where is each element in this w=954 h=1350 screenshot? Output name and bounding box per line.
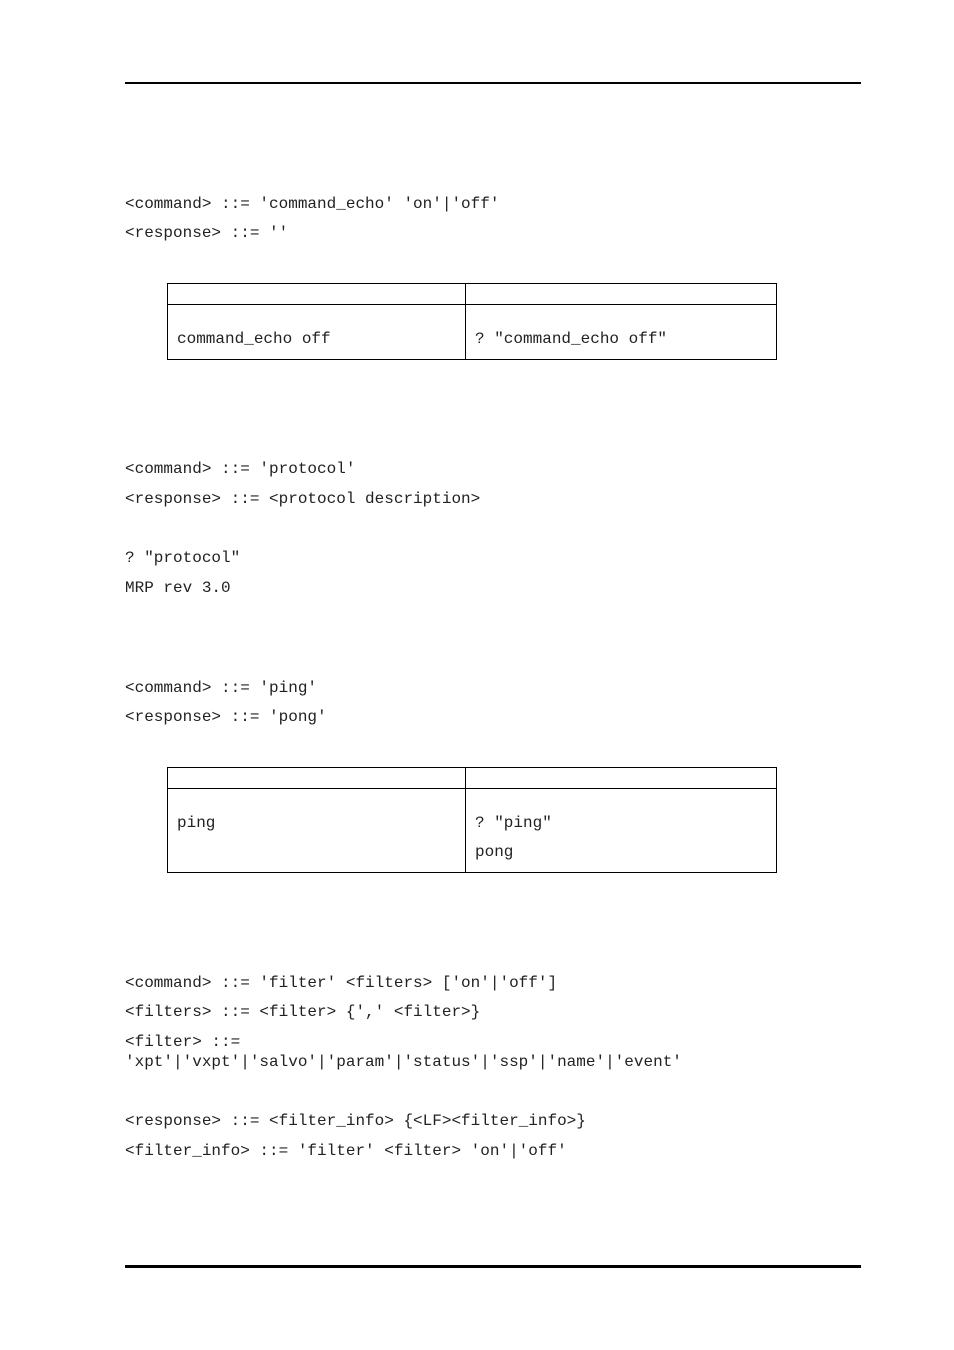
grammar-line: <command> ::= 'ping'	[125, 679, 318, 697]
table-header-cell	[168, 768, 466, 789]
grammar-line: <command> ::= 'filter' <filters> ['on'|'off']	[125, 974, 558, 992]
grammar-line: 'xpt'|'vxpt'|'salvo'|'param'|'status'|'ssp'|'name'|'event'	[125, 1053, 682, 1071]
example-table-command-echo	[167, 283, 777, 360]
grammar-line: <filter_info> ::= 'filter' <filter> 'on'|'off'	[125, 1142, 567, 1160]
table-header-cell	[168, 284, 466, 305]
grammar-line: <filters> ::= <filter> {',' <filter>}	[125, 1003, 481, 1021]
header-rule	[125, 82, 861, 84]
grammar-line: <filter> ::=	[125, 1033, 241, 1051]
example-command-line: command_echo off	[177, 330, 331, 348]
example-response-line: pong	[475, 843, 514, 861]
table-header-cell	[466, 768, 777, 789]
example-response-cell	[466, 789, 777, 873]
example-table-ping	[167, 767, 777, 873]
example-response-line: ? "command_echo off"	[475, 330, 668, 348]
example-line: MRP rev 3.0	[125, 579, 231, 597]
grammar-line: <command> ::= 'command_echo' 'on'|'off'	[125, 195, 500, 213]
example-response-cell	[466, 305, 777, 360]
example-command-cell	[168, 789, 466, 873]
grammar-line: <response> ::= <filter_info> {<LF><filter_info>}	[125, 1112, 586, 1130]
example-line: ? "protocol"	[125, 549, 241, 567]
grammar-line: <response> ::= ''	[125, 224, 289, 242]
example-command-line: ping	[177, 814, 216, 832]
example-response-line: ? "ping"	[475, 814, 552, 832]
grammar-line: <response> ::= <protocol description>	[125, 490, 481, 508]
grammar-line: <command> ::= 'protocol'	[125, 460, 356, 478]
table-header-cell	[466, 284, 777, 305]
example-command-cell	[168, 305, 466, 360]
footer-rule	[125, 1265, 861, 1268]
grammar-line: <response> ::= 'pong'	[125, 708, 327, 726]
